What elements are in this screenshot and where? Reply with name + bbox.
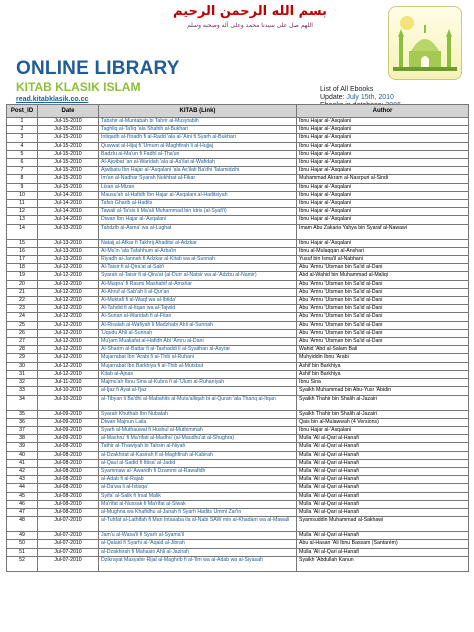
cell-post-id: 45: [7, 492, 38, 500]
cell-author: Abd al-Wahid bin Muhammad al-Maliqi: [297, 272, 469, 280]
cell-author: Syaikh Thahir bin Shalih al-Jazairi: [297, 410, 469, 418]
cell-post-id: 37: [7, 426, 38, 434]
cell-kitab-link[interactable]: al-Mashru' fi Ma'rifati al-Madhu' (al-Maudhu'at al-Shughra): [99, 435, 297, 443]
table-row: [7, 224, 469, 239]
table-row: [7, 239, 469, 247]
cell-post-id: 14: [7, 224, 38, 239]
cell-kitab-link[interactable]: Tafsir Gharib al-Hadits: [99, 200, 297, 208]
table-row: [7, 338, 469, 346]
cell-post-id: 39: [7, 443, 38, 451]
cell-post-id: 44: [7, 484, 38, 492]
cell-date: Jul-15-2010: [38, 150, 99, 158]
cell-date: Jul-12-2010: [38, 264, 99, 272]
cell-author: Mulla 'Ali al-Qari al-Hanafi: [297, 476, 469, 484]
cell-post-id: 27: [7, 338, 38, 346]
cell-kitab-link[interactable]: Quwwat al-Hijaj fi 'Umum al-Maghfirah li al-Hujjaj: [99, 142, 297, 150]
cell-author: Ibnu Hajar al-'Asqalani: [297, 167, 469, 175]
cell-post-id: 9: [7, 183, 38, 191]
cell-date: Jul-07-2010: [38, 548, 99, 556]
cell-date: Jul-12-2010: [38, 346, 99, 354]
cell-author: Mulla 'Ali al-Qari al-Hanafi: [297, 443, 469, 451]
cell-kitab-link[interactable]: Mausu'ah al-Hafidh Ibn Hajar al-'Asqalani al-Haditsiyah: [99, 191, 297, 199]
cell-author: Abu 'Amru 'Utsman bin Sa'id al-Dani: [297, 297, 469, 305]
table-row: [7, 459, 469, 467]
cell-post-id: 7: [7, 167, 38, 175]
table-row: [7, 362, 469, 370]
cell-kitab-link[interactable]: al-Dzakhirat al-Kasirah fi al-Maghfirah al-Kabirah: [99, 451, 297, 459]
cell-kitab-link[interactable]: Syifa' al-Salik fi Irsal Malik: [99, 492, 297, 500]
cell-kitab-link[interactable]: 'Uqudu Ahli al-Sunnah: [99, 329, 297, 337]
cell-author: Syamsuddin Muhammad al-Sakhawi: [297, 517, 469, 532]
cell-post-id: 11: [7, 200, 38, 208]
cell-post-id: 25: [7, 321, 38, 329]
cell-kitab-link[interactable]: Diwan Majnun Laila: [99, 418, 297, 426]
cell-author: Muhyiddin Ibnu 'Arabi: [297, 354, 469, 362]
cell-author: Ibnu Hajar al-'Asqalani: [297, 426, 469, 434]
cell-kitab-link[interactable]: Tathir al-Thawiyah bi Tahsin al-Niyah: [99, 443, 297, 451]
cell-kitab-link[interactable]: Syarah al-Taisir fi al-Qira'at (al-Durr al-Natsir wa al-'Adzbu al-Namir): [99, 272, 297, 280]
cell-post-id: 10: [7, 191, 38, 199]
cell-kitab-link[interactable]: al-Ijaz fi Ayat al-I'jaz: [99, 387, 297, 395]
cell-post-id: 16: [7, 247, 38, 255]
cell-date: Jul-12-2010: [38, 329, 99, 337]
cell-kitab-link[interactable]: Taghliq al-Ta'liq 'ala Shahih al-Bukhari: [99, 126, 297, 134]
cell-author: Ibnu Hajar al-'Asqalani: [297, 134, 469, 142]
cell-kitab-link[interactable]: Im'an al-Nadhar Syarah Nukhbat al-Fikar: [99, 175, 297, 183]
cell-kitab-link[interactable]: al-Da'wa li al-Istisqa': [99, 484, 297, 492]
cell-author: Ibnu Hajar al-'Asqalani: [297, 118, 469, 126]
table-row: [7, 191, 469, 199]
cell-kitab-link[interactable]: Al-Ajwibat 'an al-Waridah 'ala al-As'ilat al-Wafidah: [99, 159, 297, 167]
table-row: [7, 556, 469, 571]
cell-date: Jul-10-2010: [38, 387, 99, 395]
col-header-id: Post_ID: [7, 105, 38, 118]
cell-kitab-link[interactable]: Mu'jam Mualiafat al-Hafidh Abi 'Amru al-Dani: [99, 338, 297, 346]
cell-author: Ashif bin Barkhiya: [297, 370, 469, 378]
cell-date: Jul-12-2010: [38, 313, 99, 321]
cell-author: Ibnu Hajar al-'Asqalani: [297, 200, 469, 208]
cell-date: Jul-14-2010: [38, 208, 99, 216]
cell-post-id: 31: [7, 370, 38, 378]
cell-post-id: 51: [7, 548, 38, 556]
cell-author: Mulla 'Ali al-Qari al-Hanafi: [297, 435, 469, 443]
table-row: [7, 354, 469, 362]
table-row: [7, 517, 469, 532]
cell-date: Jul-14-2010: [38, 200, 99, 208]
table-row: [7, 216, 469, 224]
cell-author: Abu al-Hasan 'Ali Ibnu Bassam (Santarém): [297, 540, 469, 548]
cell-post-id: 2: [7, 126, 38, 134]
cell-post-id: 12: [7, 208, 38, 216]
cell-kitab-link[interactable]: Al-Sharim al-Battar fi al-Tashaddi li al-Syaithan al-Asyrar: [99, 346, 297, 354]
table-row: [7, 484, 469, 492]
cell-author: Ibnu Hajar al-'Asqalani: [297, 159, 469, 167]
cell-author: Ibnu al-Mulaqqan al-Anshari: [297, 247, 469, 255]
cell-author: Syaikh Thahir bin Shalih al-Jazairi: [297, 395, 469, 410]
table-row: [7, 175, 469, 183]
cell-date: Jul-12-2010: [38, 321, 99, 329]
cell-date: Jul-08-2010: [38, 508, 99, 516]
cell-date: Jul-12-2010: [38, 370, 99, 378]
cell-post-id: 15: [7, 239, 38, 247]
cell-date: Jul-15-2010: [38, 175, 99, 183]
cell-kitab-link[interactable]: Al-Muqna' fi Rasmi Mashahif al-Amshar: [99, 280, 297, 288]
cell-post-id: 29: [7, 354, 38, 362]
cell-kitab-link[interactable]: Al-Tahdid fi al-Itqan wa al-Tajwid: [99, 305, 297, 313]
col-header-kitab: KITAB (Link): [99, 105, 297, 118]
table-row: [7, 200, 469, 208]
cell-kitab-link[interactable]: Syarah Khuthab Ibn Nubatah: [99, 410, 297, 418]
cell-date: Jul-15-2010: [38, 142, 99, 150]
cell-post-id: 50: [7, 540, 38, 548]
table-row: [7, 379, 469, 387]
cell-date: Jul-08-2010: [38, 459, 99, 467]
cell-author: Ibnu Hajar al-'Asqalani: [297, 126, 469, 134]
cell-post-id: 3: [7, 134, 38, 142]
cell-date: Jul-14-2010: [38, 191, 99, 199]
cell-date: Jul-08-2010: [38, 500, 99, 508]
cell-kitab-link[interactable]: Al-Muktafi fi al-Waqf wa al-Ibtida': [99, 297, 297, 305]
cell-kitab-link[interactable]: Al-Ahruf al-Sab'ah li al-Qur'an: [99, 288, 297, 296]
table-row: [7, 370, 469, 378]
table-row: [7, 272, 469, 280]
cell-date: Jul-07-2010: [38, 517, 99, 532]
table-row: [7, 548, 469, 556]
cell-author: Mulla 'Ali al-Qari al-Hanafi: [297, 548, 469, 556]
cell-kitab-link[interactable]: Kitab al-Ajnas: [99, 370, 297, 378]
cell-date: Jul-13-2010: [38, 224, 99, 239]
cell-post-id: 35: [7, 410, 38, 418]
table-row: [7, 159, 469, 167]
cell-author: Imam Abu Zakaria Yahya bin Syaraf al-Nawawi: [297, 224, 469, 239]
cell-post-id: 28: [7, 346, 38, 354]
cell-post-id: 23: [7, 305, 38, 313]
cell-kitab-link[interactable]: Al-Sunan al-Waridah fi al-Fitan: [99, 313, 297, 321]
table-row: [7, 418, 469, 426]
col-header-author: Author: [297, 105, 469, 118]
table-row: [7, 288, 469, 296]
table-row: [7, 134, 469, 142]
cell-author: Ibnu Sina: [297, 379, 469, 387]
cell-author: Mulla 'Ali al-Qari al-Hanafi: [297, 500, 469, 508]
cell-kitab-link[interactable]: Ma'rifat al-Nussak fi Ma'rifat al-Siwak: [99, 500, 297, 508]
update-line: [320, 94, 401, 102]
cell-post-id: 21: [7, 288, 38, 296]
cell-post-id: 49: [7, 532, 38, 540]
cell-date: Jul-08-2010: [38, 467, 99, 475]
cell-date: Jul-08-2010: [38, 476, 99, 484]
table-row: [7, 476, 469, 484]
table-row: [7, 280, 469, 288]
cell-post-id: 6: [7, 159, 38, 167]
site-link[interactable]: read.kitabklasik.co.cc: [16, 96, 89, 103]
cell-date: Jul-15-2010: [38, 159, 99, 167]
update-value: July 15th, 2010: [346, 94, 394, 101]
basmala: بسم الله الرحمن الرحيم: [173, 4, 327, 19]
cell-kitab-link[interactable]: Tahdzib al-Asma' wa al-Lughat: [99, 224, 297, 239]
cell-author: Ibnu Hajar al-'Asqalani: [297, 183, 469, 191]
cell-date: Jul-09-2010: [38, 418, 99, 426]
cell-date: Jul-13-2010: [38, 247, 99, 255]
cell-date: Jul-14-2010: [38, 216, 99, 224]
cell-post-id: 8: [7, 175, 38, 183]
table-row: [7, 167, 469, 175]
cell-post-id: 22: [7, 297, 38, 305]
cell-author: Mulla 'Ali al-Qari al-Hanafi: [297, 508, 469, 516]
cell-date: Jul-12-2010: [38, 354, 99, 362]
cell-post-id: 48: [7, 517, 38, 532]
cell-date: Jul-08-2010: [38, 443, 99, 451]
cell-kitab-link[interactable]: Nataij al-Afkar fi Takhrij Ahaditsi al-Adzkar: [99, 239, 297, 247]
cell-kitab-link[interactable]: Al-Risalah al-Wafiyah li Madzhabi Ahli al-Sunnah: [99, 321, 297, 329]
table-row: [7, 387, 469, 395]
cell-post-id: 30: [7, 362, 38, 370]
cell-post-id: 38: [7, 435, 38, 443]
cell-kitab-link[interactable]: Dzikrayat Masyahir Rijal al-Maghrib fi al-'Ilm wa al-Adab wa al-Siyasah: [99, 556, 297, 571]
col-header-date: Date: [38, 105, 99, 118]
cell-author: Abu 'Amru 'Utsman bin Sa'id al-Dani: [297, 338, 469, 346]
table-row: [7, 508, 469, 516]
cell-author: Ibnu Hajar al-'Asqalani: [297, 142, 469, 150]
cell-date: Jul-15-2010: [38, 134, 99, 142]
table-row: [7, 313, 469, 321]
cell-post-id: 17: [7, 256, 38, 264]
cell-date: Jul-12-2010: [38, 280, 99, 288]
cell-post-id: 36: [7, 418, 38, 426]
cell-post-id: 26: [7, 329, 38, 337]
cell-post-id: 52: [7, 556, 38, 571]
cell-author: Mulla 'Ali al-Qari al-Hanafi: [297, 532, 469, 540]
cell-author: Ibnu Hajar al-'Asqalani: [297, 239, 469, 247]
cell-date: Jul-12-2010: [38, 305, 99, 313]
page-subtitle: KITAB KLASIK ISLAM: [16, 80, 141, 94]
cell-kitab-link[interactable]: Intiqadh al-I'tiradh fi al-Radd 'ala al-'Aini fi Syarh al-Bukhari: [99, 134, 297, 142]
table-row: [7, 329, 469, 337]
cell-post-id: 13: [7, 216, 38, 224]
table-row: [7, 346, 469, 354]
cell-post-id: 19: [7, 272, 38, 280]
cell-date: Jul-09-2010: [38, 435, 99, 443]
cell-author: Mulla 'Ali al-Qari al-Hanafi: [297, 451, 469, 459]
cell-post-id: 18: [7, 264, 38, 272]
table-row: [7, 540, 469, 548]
cell-date: Jul-11-2010: [38, 379, 99, 387]
cell-author: Ibnu Hajar al-'Asqalani: [297, 208, 469, 216]
table-row: [7, 264, 469, 272]
cell-author: Ibnu Hajar al-'Asqalani: [297, 216, 469, 224]
cell-date: Jul-13-2010: [38, 256, 99, 264]
table-row: [7, 410, 469, 418]
cell-post-id: 47: [7, 508, 38, 516]
cell-author: Ashif bin Barkhiya: [297, 362, 469, 370]
cell-kitab-link[interactable]: Syarh al-Muthauwal fi Hushul al-Muthimmah: [99, 426, 297, 434]
table-row: [7, 532, 469, 540]
cell-post-id: 32: [7, 379, 38, 387]
cell-date: Jul-12-2010: [38, 288, 99, 296]
update-label: Update:: [320, 94, 347, 101]
cell-date: Jul-08-2010: [38, 492, 99, 500]
cell-kitab-link[interactable]: al-Qalaid fi Syarhi al-'Aqaid al-Jibrah: [99, 540, 297, 548]
cell-author: Abu 'Amru 'Utsman bin Sa'id al-Dani: [297, 305, 469, 313]
cell-kitab-link[interactable]: al-Dzakhirah fi Mahasin Ahli al-Jazirah: [99, 548, 297, 556]
cell-date: Jul-15-2010: [38, 183, 99, 191]
cell-post-id: 42: [7, 467, 38, 475]
cell-kitab-link[interactable]: Riyadh al-Jannah fi Adzkar al-Kitab wa al-Sunnah: [99, 256, 297, 264]
cell-kitab-link[interactable]: Majmu'ah Ibnu Sina al-Kubra fi al-'Ulum al-Ruhaniyah: [99, 379, 297, 387]
mosque-logo: [388, 6, 462, 80]
cell-date: Jul-12-2010: [38, 362, 99, 370]
cell-date: Jul-13-2010: [38, 239, 99, 247]
cell-kitab-link[interactable]: Al-Taisir fi al-Qira'at al-Sab'i: [99, 264, 297, 272]
table-row: [7, 247, 469, 255]
cell-kitab-link[interactable]: Diwan Ibn Hajar al-'Asqalani: [99, 216, 297, 224]
cell-kitab-link[interactable]: al-Adab fi al-Rajab: [99, 476, 297, 484]
page-title: ONLINE LIBRARY: [16, 58, 180, 79]
table-row: [7, 305, 469, 313]
cell-post-id: 43: [7, 476, 38, 484]
table-row: [7, 435, 469, 443]
cell-post-id: 5: [7, 150, 38, 158]
cell-author: Muhammad Akram al-Nasrpuri al-Sindi: [297, 175, 469, 183]
cell-date: Jul-09-2010: [38, 410, 99, 418]
table-row: [7, 297, 469, 305]
cell-author: Mulla 'Ali al-Qari al-Hanafi: [297, 484, 469, 492]
info-heading: List of All Ebooks: [320, 86, 374, 93]
cell-kitab-link[interactable]: Syammaw al-'Awaridh fi Dzammi al-Rawafidh: [99, 467, 297, 475]
cell-date: Jul-07-2010: [38, 556, 99, 571]
cell-author: Syaikh Muhammad bin Abu-Yusr 'Abidin: [297, 387, 469, 395]
cell-kitab-link[interactable]: al-Mughna wa Khafidhu al-Janah fi Syarh Hadits Ummi Zar'in: [99, 508, 297, 516]
table-header-row: [7, 105, 469, 118]
table-row: [7, 451, 469, 459]
cell-kitab-link[interactable]: al-Qaul al-Sadid fi Ittisa' al-Jadid: [99, 459, 297, 467]
cell-date: Jul-15-2010: [38, 118, 99, 126]
table-row: [7, 467, 469, 475]
cell-kitab-link[interactable]: Badzlu al-Ma'un fi Fadhl al-Tha'un: [99, 150, 297, 158]
cell-author: Yusuf bin Isma'il al-Nabhani: [297, 256, 469, 264]
cell-post-id: 46: [7, 500, 38, 508]
cell-post-id: 4: [7, 142, 38, 150]
cell-author: Wahid 'Abd al-Salam Bali: [297, 346, 469, 354]
table-row: [7, 256, 469, 264]
cell-date: Jul-12-2010: [38, 272, 99, 280]
cell-kitab-link[interactable]: Tabshir al-Muntabah bi Tahrir al-Musytabih: [99, 118, 297, 126]
cell-date: Jul-08-2010: [38, 451, 99, 459]
cell-author: Ibnu Hajar al-'Asqalani: [297, 191, 469, 199]
table-row: [7, 142, 469, 150]
ebook-table: [6, 104, 469, 572]
table-row: [7, 426, 469, 434]
cell-date: Jul-08-2010: [38, 484, 99, 492]
cell-author: Abu 'Amru 'Utsman bin Sa'id al-Dani: [297, 264, 469, 272]
cell-date: Jul-09-2010: [38, 426, 99, 434]
table-row: [7, 492, 469, 500]
cell-author: Mulla 'Ali al-Qari al-Hanafi: [297, 467, 469, 475]
cell-author: Abu 'Amru 'Utsman bin Sa'id al-Dani: [297, 329, 469, 337]
cell-post-id: 24: [7, 313, 38, 321]
cell-author: Syaikh 'Abdullah Kanun: [297, 556, 469, 571]
table-body: [7, 118, 469, 572]
cell-author: Abu 'Amru 'Utsman bin Sa'id al-Dani: [297, 288, 469, 296]
cell-kitab-link[interactable]: Lisan al-Mizan: [99, 183, 297, 191]
table-row: [7, 126, 469, 134]
cell-post-id: 1: [7, 118, 38, 126]
cell-author: Qais bin al-Mulawwah (4 Versions): [297, 418, 469, 426]
cell-post-id: 40: [7, 451, 38, 459]
cell-author: Abu 'Amru 'Utsman bin Sa'id al-Dani: [297, 280, 469, 288]
cell-date: Jul-07-2010: [38, 540, 99, 548]
table-row: [7, 443, 469, 451]
cell-kitab-link[interactable]: Ajwibatu Ibn Hajar al-'Asqalani 'ala As'ilati Ba'dhi Talamidzihi: [99, 167, 297, 175]
cell-author: Mulla 'Ali al-Qari al-Hanafi: [297, 492, 469, 500]
table-row: [7, 321, 469, 329]
cell-date: Jul-07-2010: [38, 532, 99, 540]
table-row: [7, 183, 469, 191]
cell-post-id: 20: [7, 280, 38, 288]
table-row: [7, 395, 469, 410]
cell-post-id: 41: [7, 459, 38, 467]
cell-kitab-link[interactable]: Jam'u al-Wasa'il fi Syarh al-Syama'il: [99, 532, 297, 540]
cell-post-id: 33: [7, 387, 38, 395]
cell-author: Ibnu Hajar al-'Asqalani: [297, 150, 469, 158]
cell-kitab-link[interactable]: al-Tibyan li Ba'dhi al-Mabahits al-Muta'alliqah bi al-Quran 'ala Thariq al-Itqan: [99, 395, 297, 410]
cell-kitab-link[interactable]: Mujarrabat Ibn Barkhiya fi al-Thib al-Mutsbut: [99, 362, 297, 370]
cell-kitab-link[interactable]: Al-Mu'in 'ala Tafahhum al-Arba'in: [99, 247, 297, 255]
cell-kitab-link[interactable]: Mujarrabat Ibn 'Arabi fi al-Thib al-Ruhani: [99, 354, 297, 362]
cell-kitab-link[interactable]: al-Tuhfat al-Lathifah fi Man Intasaba ila al-Nabi SAW min al-Khadam wa al-Mawali: [99, 517, 297, 532]
cell-date: Jul-15-2010: [38, 167, 99, 175]
cell-author: Mulla 'Ali al-Qari al-Hanafi: [297, 459, 469, 467]
cell-date: Jul-12-2010: [38, 297, 99, 305]
table-row: [7, 150, 469, 158]
cell-author: Abu 'Amru 'Utsman bin Sa'id al-Dani: [297, 313, 469, 321]
cell-date: Jul-12-2010: [38, 338, 99, 346]
cell-author: Abu 'Amru 'Utsman bin Sa'id al-Dani: [297, 321, 469, 329]
salawat-line: اللهم صل على سيدنا محمد وعلى آله وصحبه وسلم: [187, 22, 313, 29]
cell-date: Jul-10-2010: [38, 395, 99, 410]
cell-kitab-link[interactable]: Tawali al-Ta'sis li Ma'ali Muhammad bin Idris (al-Syafi'i): [99, 208, 297, 216]
table-row: [7, 500, 469, 508]
table-row: [7, 208, 469, 216]
cell-post-id: 34: [7, 395, 38, 410]
table-row: [7, 118, 469, 126]
cell-date: Jul-15-2010: [38, 126, 99, 134]
